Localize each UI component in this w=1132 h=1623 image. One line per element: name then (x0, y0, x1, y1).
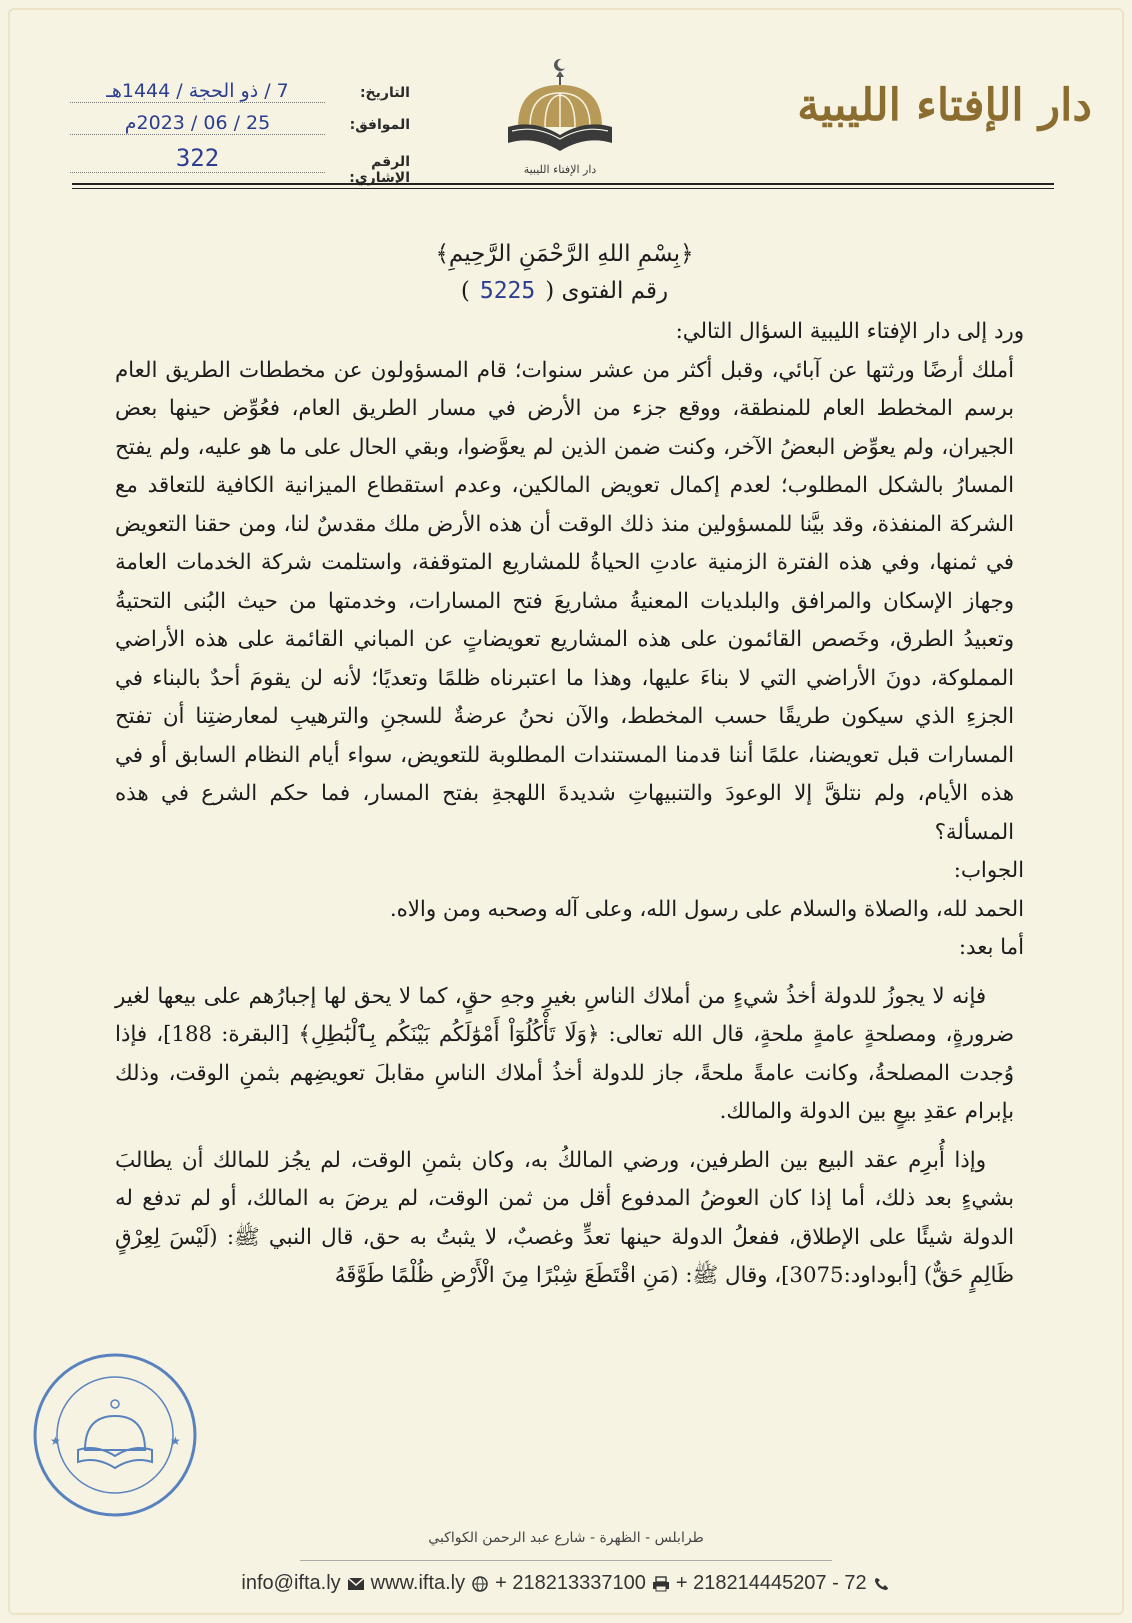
brand-title: دار الإفتاء الليبية (797, 80, 1092, 131)
fatwa-content (115, 235, 1024, 1296)
stamp-seal-icon (30, 1350, 200, 1520)
fatwa-number-close: ) (460, 278, 470, 304)
amma-baad: أما بعد: (958, 935, 1024, 960)
praise-line: الحمد لله، والصلاة والسلام على رسول الله، وعلى آله وصحبه ومن والاه. (389, 896, 1024, 922)
reference-label: الرقم الإشاري: (349, 154, 410, 186)
question-text: أملك أرضًا ورثتها عن آبائي، وقبل أكثر من عشر سنوات؛ قام المسؤولون عن مخططات الطريق العام برسم المخطط العام للمنطقة، ووقع جزء من الأرض في مسار الطريق العام، فعُوِّض حينها بعض الجيران، ولم يعوِّض البعضُ الآخر، وكنت ضمن الذين لم يعوَّضوا، وبقي الحال على ما هو عليه، ولم يفتح المسارُ بالشكل المطلوب؛ لعدم إكمال تعويض المالكين، وعدم استقطاع الميزانية الكافية للتعاقد مع الشركة المنفذة، وقد بيَّنا للمسؤولين منذ ذلك الوقت أن هذه الأرض ملك مقدسٌ لنا، ومن حقنا التعويض في ثمنها، وفي هذه الفترة الزمنية عادتِ الحياةُ للمشاريع المتوقفة، واستلمت شركة الخدمات العامة وجهاز الإسكان والمرافق والبلديات المعنيةُ مشاريعَ فتح المسارات، وخدمتها من حيث البُنى التحتيةُ وتعبيدُ الطرق، وخَصص القائمون على هذه المشاريع تعويضاتٍ عن المباني القائمة على هذه الأراضي المملوكة، دونَ الأراضي التي لا بناءَ عليها، وهذا ما اعتبرناه ظلمًا وتعديًا؛ لأنه لن يقومَ أحدٌ بالبناء في الجزءِ الذي سيكون طريقًا حسب المخطط، والآن نحنُ عرضةٌ للسجنِ والترهيبِ لمعارضتِنا أن تفتح المسارات قبل تعويضنا، علمًا أننا قدمنا المستندات المطلوبة للتعويض، سواء أيام النظام السابق أو في هذه الأيام، ولم نتلقَّ إلا الوعودَ والتنبيهاتِ شديدةَ اللهجةِ بفتح المسار، فما حكم الشرع في هذه المسألة؟ (115, 357, 1014, 845)
answer-paragraph-1: فإنه لا يجوزُ للدولة أخذُ شيءٍ من أملاك الناسِ بغيرِ وجهِ حقٍ، كما لا يحق لها إجبارُهم على بيعها لغير ضرورةٍ، ومصلحةٍ عامةٍ ملحةٍ، قال الله تعالى: ﴿وَلَا تَأْكُلُوٓاْ أَمْوَٰلَكُم بَيْنَكُم بِٱلْبَٰطِلِ﴾ [البقرة: 188]، فإذا وُجدت المصلحةُ، وكانت عامةً ملحةً، جاز للدولة أخذُ أملاك الناسِ مقابلَ تعويضِهم بثمنِ الوقت، وذلك بإبرام عقدِ بيعٍ بين الدولة والمالك. (115, 983, 1014, 1124)
reference-value: 322 (70, 144, 325, 173)
email-text[interactable]: info@ifta.ly (241, 1572, 341, 1594)
answer-label: الجواب: (953, 858, 1024, 883)
svg-text:★: ★ (50, 1434, 61, 1448)
document-meta (70, 80, 410, 186)
gregorian-value: 25 / 06 / 2023م (70, 112, 325, 135)
fatwa-number-line (115, 273, 1014, 309)
footer-address: طرابلس - الظهرة - شارع عبد الرحمن الكواكبي (428, 1530, 704, 1546)
date-label: التاريخ: (359, 85, 410, 101)
emblem-caption: دار الإفتاء الليبية (523, 163, 597, 176)
gregorian-row (70, 112, 410, 142)
website-text[interactable]: www.ifta.ly (370, 1572, 466, 1594)
svg-text:★: ★ (170, 1434, 181, 1448)
dome-book-icon (490, 55, 630, 165)
phone-text: + 218214445207 - 72 (675, 1572, 867, 1594)
official-stamp (30, 1350, 200, 1520)
emblem-logo (490, 55, 630, 175)
intro-line: ورد إلى دار الإفتاء الليبية السؤال التالي: (675, 319, 1024, 344)
fax-icon (652, 1576, 670, 1592)
reference-row (70, 144, 410, 186)
basmala: ﴿بِسْمِ اللهِ الرَّحْمَنِ الرَّحِيمِ﴾ (435, 241, 694, 267)
fatwa-number-label: رقم الفتوى ( (545, 278, 669, 304)
footer-contact (150, 1572, 982, 1595)
fax-text: + 218213337100 (495, 1572, 646, 1594)
fatwa-number: 5225 (479, 278, 536, 304)
gregorian-label: الموافق: (349, 117, 410, 133)
envelope-icon (347, 1576, 365, 1592)
answer-paragraph-2: وإذا أُبرِم عقد البيع بين الطرفين، ورضي المالكُ به، وكان بثمنِ الوقت، لم يجُز للمالك أن يطالبَ بشيءٍ بعد ذلك، أما إذا كان العوضُ المدفوع أقل من ثمن الوقت، لم يرضَ به المالك، أو لم تدفع له الدولة شيئًا على الإطلاق، ففعلُ الدولة حينها تعدٍّ وغصبٌ، لا يثبتُ به حق، قال النبي ﷺ: (لَيْسَ لِعِرْقٍ ظَالِمٍ حَقٌّ) [أبوداود:3075]، وقال ﷺ: (مَنِ اقْتَطَعَ شِبْرًا مِنَ الْأَرْضِ ظُلْمًا طَوَّقَهُ (115, 1147, 1014, 1288)
header-rule (72, 183, 1054, 185)
date-row (70, 80, 410, 110)
footer-rule (300, 1560, 832, 1561)
phone-icon (873, 1576, 891, 1592)
date-value: 7 / ذو الحجة / 1444هـ (70, 80, 325, 103)
header-rule-thin (72, 188, 1054, 189)
globe-icon (471, 1576, 489, 1592)
